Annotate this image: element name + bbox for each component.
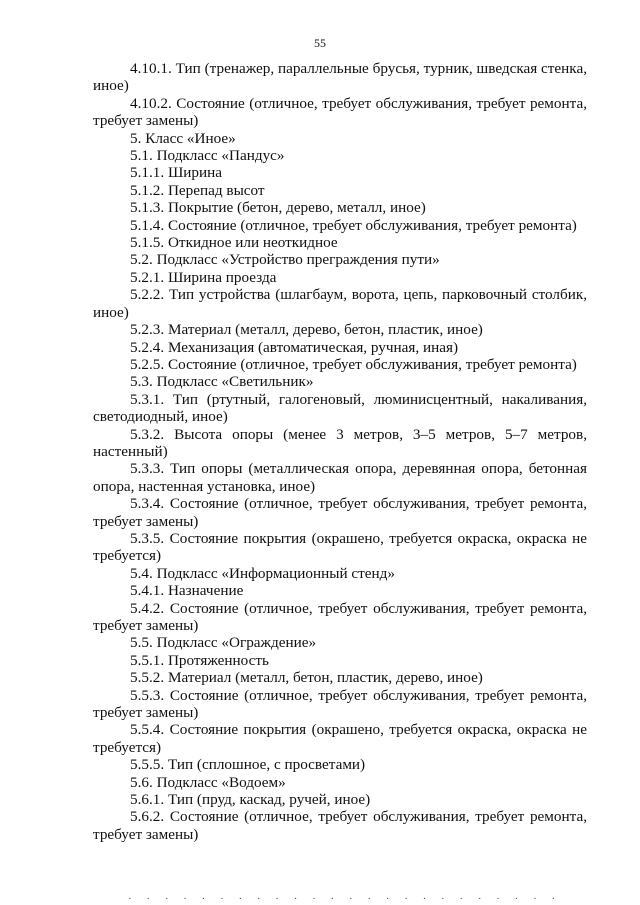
list-item: 5.2.4. Механизация (автоматическая, ручная, иная) (130, 338, 459, 356)
list-item: 5.2.5. Состояние (отличное, требует обслуживания, требует ремонта) (130, 355, 577, 373)
document-body (93, 60, 587, 843)
list-item: 4.10.1. Тип (тренажер, параллельные брусья, турник, шведская стенка, иное) (93, 60, 587, 95)
list-item: 5.4.2. Состояние (отличное, требует обслуживания, требует ремонта, требует замены) (93, 599, 587, 634)
list-item: 5.1.2. Перепад высот (130, 181, 265, 199)
list-item: 5.2.2. Тип устройства (шлагбаум, ворота, цепь, парковочный столбик, иное) (93, 286, 587, 321)
list-item: 5.2. Подкласс «Устройство преграждения пути» (130, 251, 440, 269)
list-item: 5.4. Подкласс «Информационный стенд» (130, 564, 395, 582)
list-item: 5.6. Подкласс «Водоем» (130, 773, 286, 791)
list-item: 5.5. Подкласс «Ограждение» (130, 634, 317, 652)
page-number: 55 (314, 36, 326, 50)
list-item: 5.3.5. Состояние покрытия (окрашено, требуется окраска, окраска не требуется) (93, 529, 587, 565)
list-item: 5.1.5. Откидное или неоткидное (130, 234, 338, 252)
list-item: 5.1.1. Ширина (130, 164, 223, 182)
list-item: 5.1.3. Покрытие (бетон, дерево, металл, иное) (130, 199, 426, 217)
list-item: 5.4.1. Назначение (130, 582, 244, 600)
list-item: 5.6.2. Состояние (отличное, требует обслуживания, требует ремонта, требует замены) (93, 808, 587, 843)
list-item: 5.5.4. Состояние покрытия (окрашено, требуется окраска, окраска не требуется) (93, 721, 587, 756)
list-item: 5.2.1. Ширина проезда (130, 268, 277, 286)
list-item: 4.10.2. Состояние (отличное, требует обслуживания, требует ремонта, требует замены) (93, 94, 587, 130)
list-item: 5.2.3. Материал (металл, дерево, бетон, пластик, иное) (130, 321, 483, 339)
list-item: 5.3. Подкласс «Светильник» (130, 373, 314, 391)
list-item: 5.5.1. Протяженность (130, 651, 269, 669)
list-item: 5.3.3. Тип опоры (металлическая опора, деревянная опора, бетонная опора, настенная установка, иное) (93, 460, 587, 495)
list-item: 5.6.1. Тип (пруд, каскад, ручей, иное) (130, 791, 371, 809)
list-item: 5.1.4. Состояние (отличное, требует обслуживания, требует ремонта) (130, 216, 577, 234)
scan-artifact: · · · · · · · · · · · · · · · · · · · · · · · · (128, 893, 562, 905)
list-item: 5.1. Подкласс «Пандус» (130, 147, 285, 165)
list-item: 5.3.1. Тип (ртутный, галогеновый, люминисцентный, накаливания, светодиодный, иное) (93, 390, 587, 426)
list-item: 5.5.2. Материал (металл, бетон, пластик, дерево, иное) (130, 669, 483, 687)
list-item: 5.5.5. Тип (сплошное, с просветами) (130, 756, 366, 774)
list-item: 5.5.3. Состояние (отличное, требует обслуживания, требует ремонта, требует замены) (93, 686, 587, 722)
list-item: 5.3.4. Состояние (отличное, требует обслуживания, требует ремонта, требует замены) (93, 495, 587, 530)
list-item: 5. Класс «Иное» (130, 129, 236, 147)
list-item: 5.3.2. Высота опоры (менее 3 метров, 3–5 метров, 5–7 метров, настенный) (93, 425, 587, 460)
